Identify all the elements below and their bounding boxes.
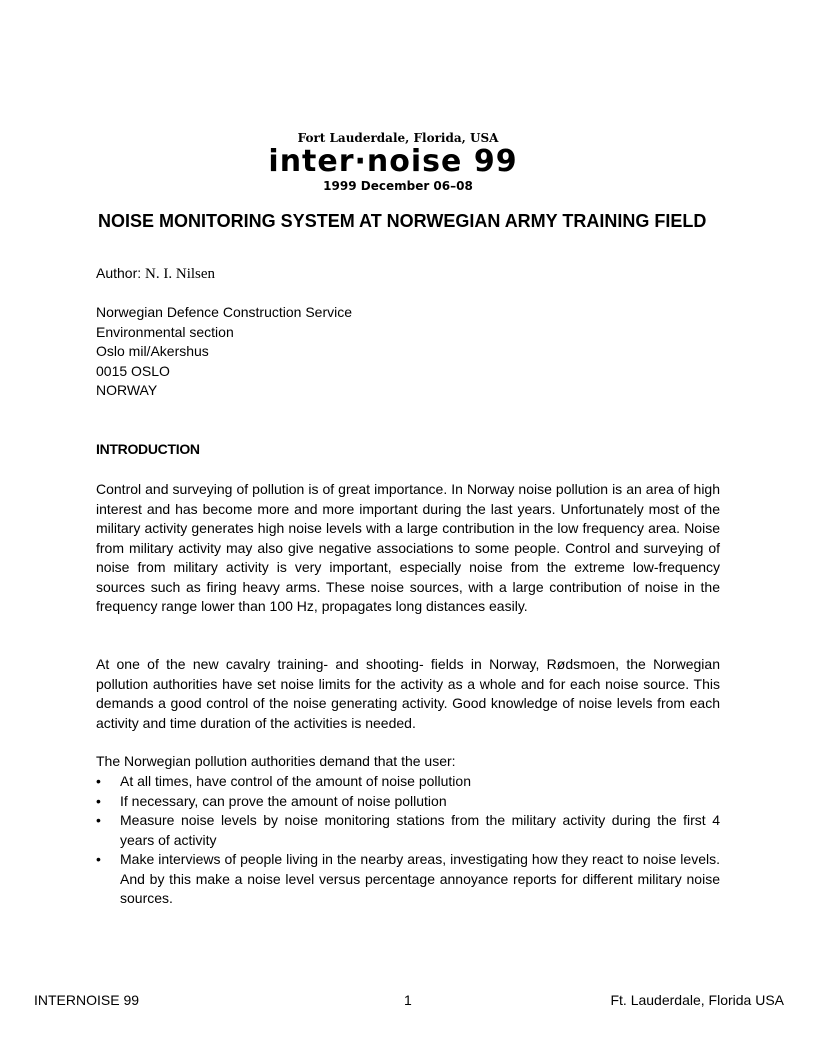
bullet-icon: • (96, 851, 101, 867)
list-item (96, 850, 720, 909)
author-name: N. I. Nilsen (145, 266, 216, 282)
page-footer (34, 991, 784, 1011)
conference-dates: 1999 December 06–08 (323, 179, 473, 193)
affiliation-line: Norwegian Defence Construction Service (96, 304, 353, 320)
conference-location: Fort Lauderdale, Florida, USA (297, 131, 499, 145)
bullet-icon: • (96, 812, 101, 828)
body-paragraph: Control and surveying of pollution is of great importance. In Norway noise pollution is an area of high interest and has become more and more important during the last years. Unfortunately most of the military activity generates high noise levels with a large contribution in the low frequency area. Noise from military activity may also give negative associations to some people. Control and surveying of noise from military activity is very important, especially noise from the extreme low-frequency sources such as firing heavy arms. These noise sources, with a large contribution of noise in the frequency range lower than 100 Hz, propagates long distances easily. (96, 481, 720, 614)
list-item (96, 811, 720, 850)
section-heading-introduction: INTRODUCTION (96, 441, 200, 457)
bullet-icon: • (96, 792, 101, 809)
list-item (96, 792, 720, 812)
list-item-text: Measure noise levels by noise monitoring stations from the military activity during the first 4 years of activity (120, 812, 720, 848)
internoise-logo: inter·noise 99 (268, 144, 518, 179)
affiliation-line: Oslo mil/Akershus (96, 343, 209, 359)
author-line (96, 264, 215, 283)
body-paragraph: The Norwegian pollution authorities demand that the user: (96, 753, 456, 769)
requirements-list (96, 772, 720, 909)
affiliation-line: 0015 OSLO (96, 362, 170, 379)
body-paragraph: At one of the new cavalry training- and shooting- fields in Norway, Rødsmoen, the Norwegian pollution authorities have set noise limits for the activity as a whole and for each noise source. This demands a good control of the noise generating activity. Good knowledge of noise levels from each activity and time duration of the activities is needed. (96, 656, 720, 731)
author-label: Author: (96, 265, 146, 281)
list-item (96, 772, 720, 792)
footer-conference: INTERNOISE 99 (34, 992, 140, 1008)
affiliation-block (96, 303, 352, 401)
affiliation-line: Environmental section (96, 323, 234, 340)
page-number: 1 (404, 992, 412, 1008)
paper-title: NOISE MONITORING SYSTEM AT NORWEGIAN ARMY TRAINING FIELD (98, 211, 707, 231)
list-item-text: At all times, have control of the amount of noise pollution (120, 773, 471, 789)
list-item-text: Make interviews of people living in the nearby areas, investigating how they react to noise levels. And by this make a noise level versus percentage annoyance reports for different military noise sources. (120, 851, 720, 906)
conference-header (0, 130, 816, 194)
affiliation-line: NORWAY (96, 382, 158, 398)
bullet-icon: • (96, 773, 101, 789)
list-item-text: If necessary, can prove the amount of noise pollution (120, 792, 447, 809)
footer-location: Ft. Lauderdale, Florida USA (610, 992, 784, 1008)
